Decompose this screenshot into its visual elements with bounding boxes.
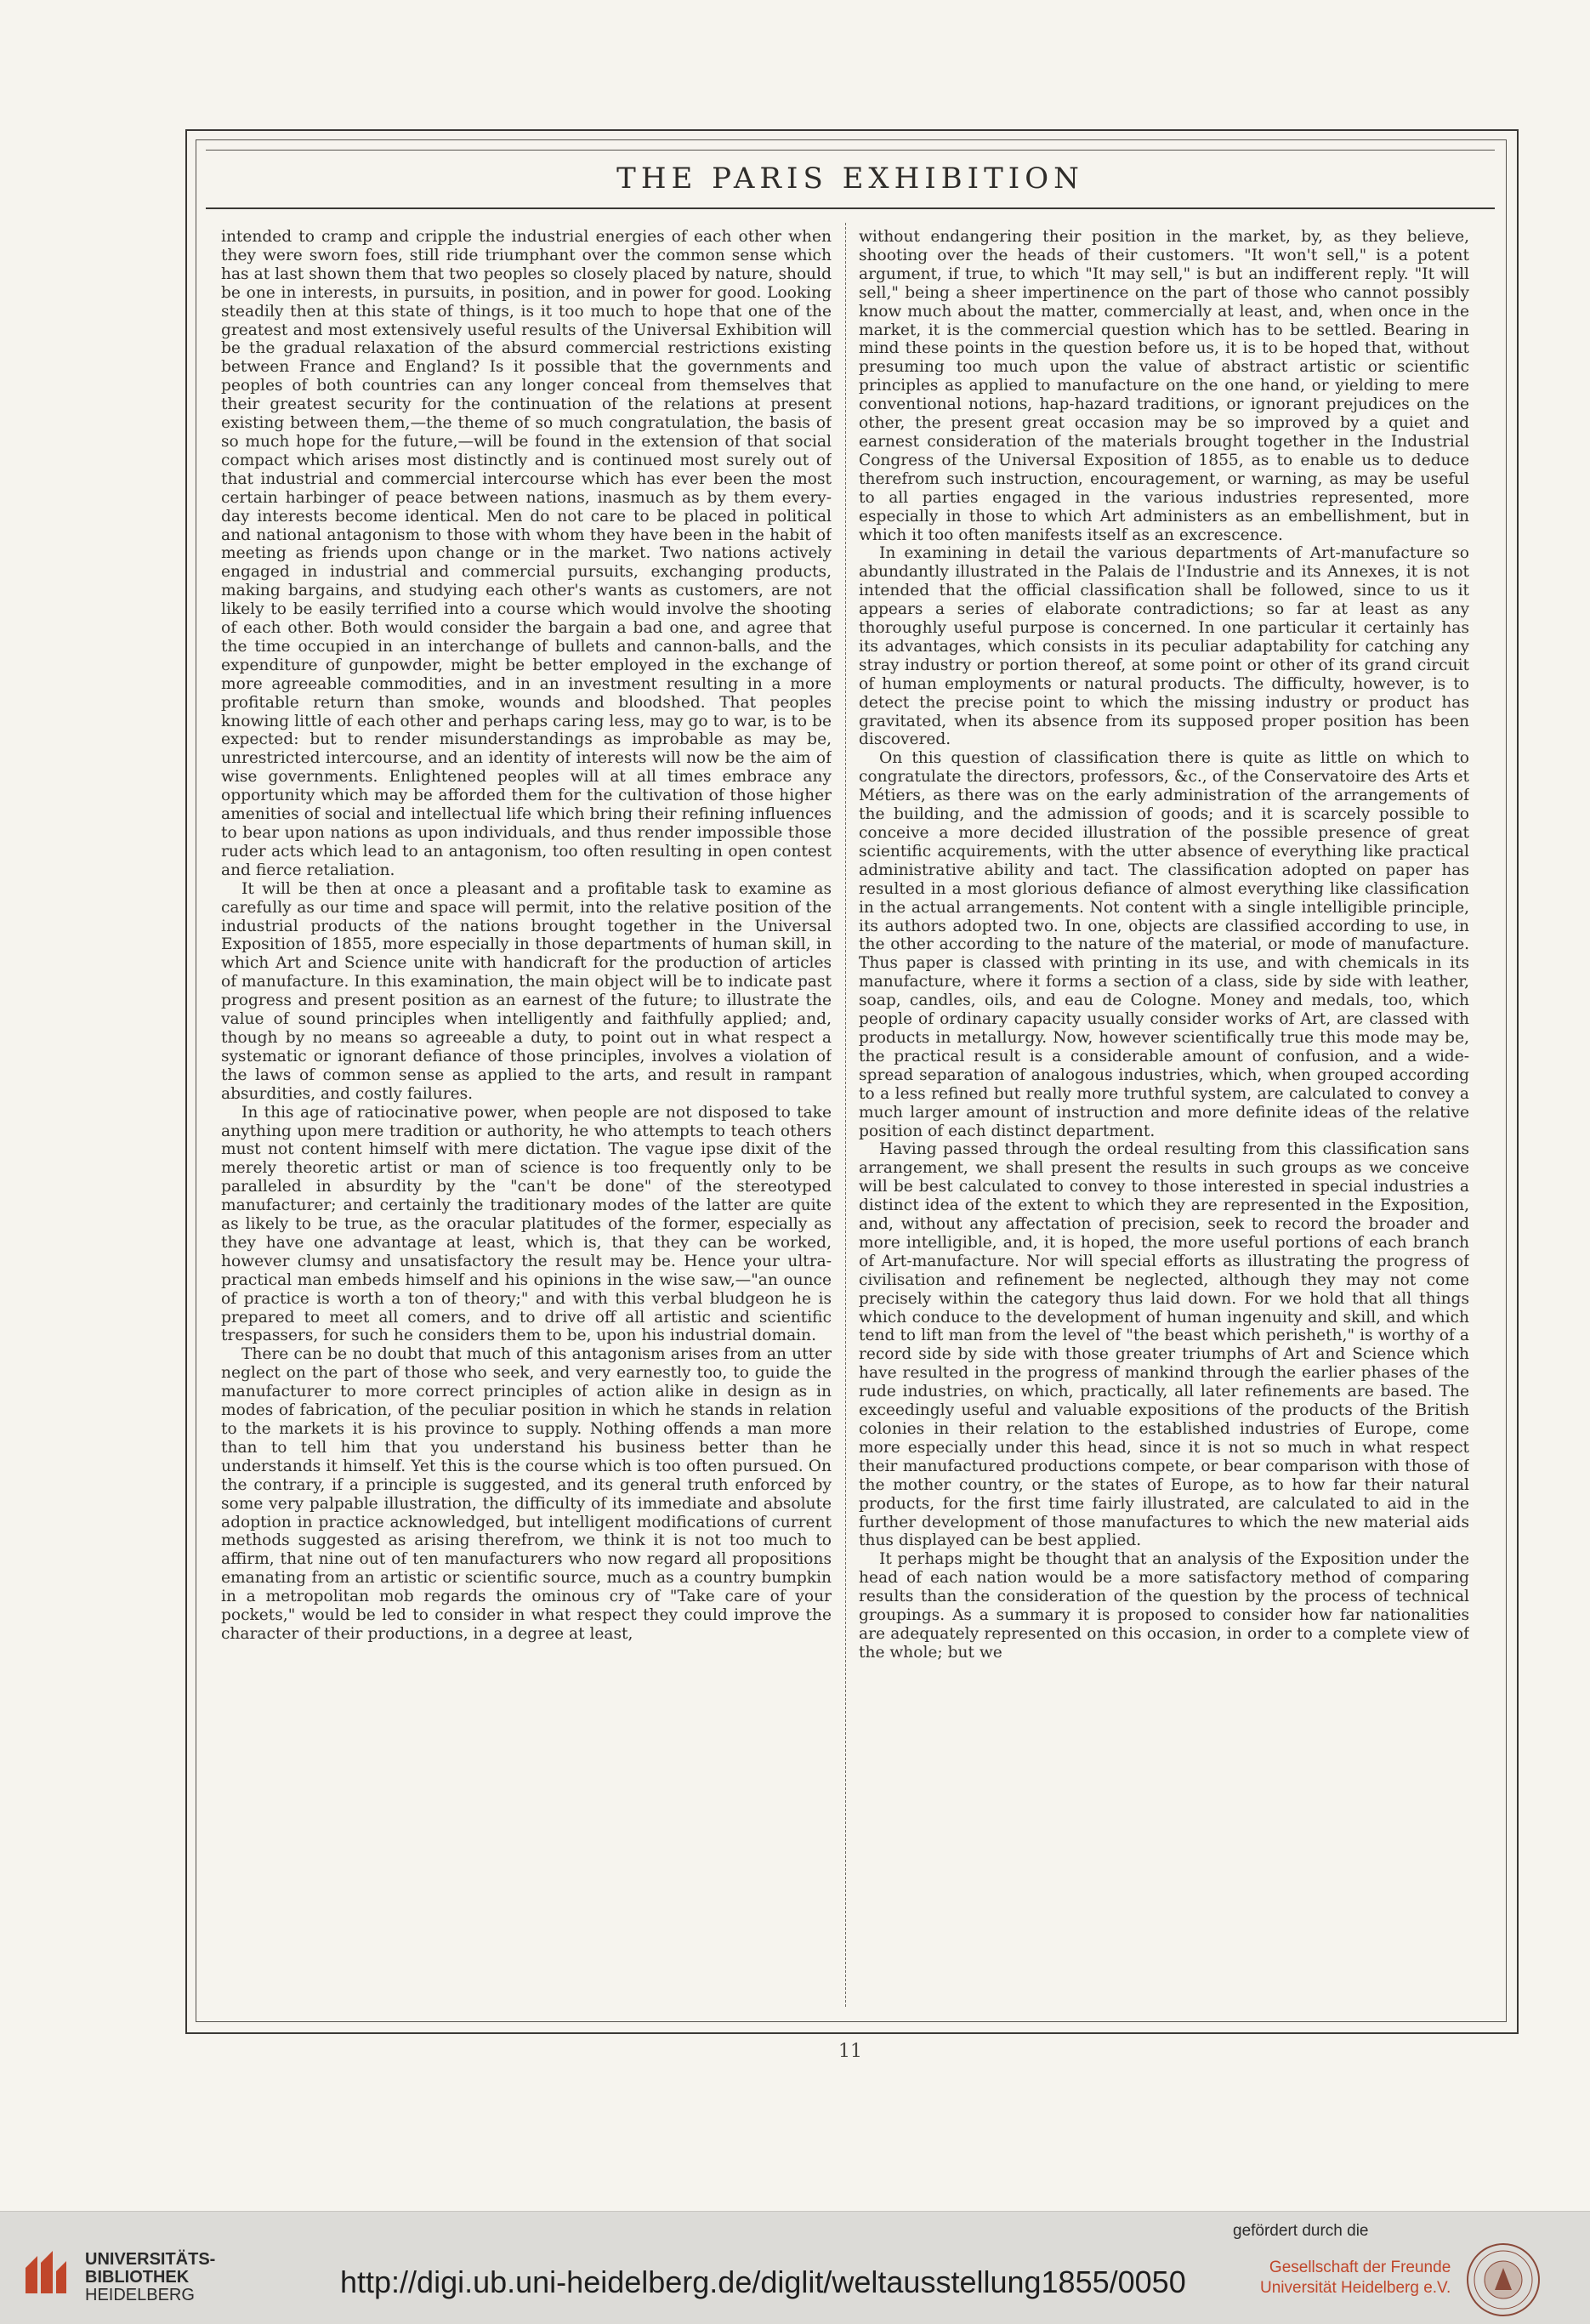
library-name-line: HEIDELBERG	[85, 2286, 195, 2304]
title-rule	[206, 207, 1495, 209]
page-number: 11	[838, 2041, 862, 2062]
permalink-url[interactable]: http://digi.ub.uni-heidelberg.de/diglit/weltausstellung1855/0050	[340, 2264, 1186, 2299]
column-divider	[845, 223, 846, 2007]
left-column	[221, 228, 832, 1997]
footer-bar	[0, 2211, 1590, 2324]
funded-by-label: gefördert durch die	[1233, 2222, 1369, 2240]
paragraph: In this age of ratiocinative power, when people are not disposed to take anything upon mere tradition or authority, he who attempts to teach others must not content himself with mere dictation. The vague ipse dixit of the merely theoretic artist or man of science is too frequently only to be paralleled in absurdity by the "can't be done" of the stereotyped manufacturer; and certainly the traditionary modes of the latter are quite as likely to be true, as the oracular platitudes of the former, especially as they have one advantage at least, which is, that they can be worked, however clumsy and unsatisfactory the result may be. Hence your ultra-practical man embeds himself and his opinions in the wise saw,—"an ounce of practice is worth a ton of theory;" and with this verbal bludgeon he is prepared to meet all comers, and to drive off all artistic and scientific trespassers, for such he considers them to be, upon his industrial domain.	[221, 1103, 832, 1345]
page-title: THE PARIS EXHIBITION	[616, 162, 1084, 196]
paragraph: There can be no doubt that much of this antagonism arises from an utter neglect on the part of those who seek, and very earnestly too, to guide the manufacturer to more correct principles of action alike in design as in modes of fabrication, of the peculiar position in which he stands in relation to the markets it is his province to supply. Nothing offends a man more than to tell him that you understand his business better than he understands it himself. Yet this is the course which is too often pursued. On the contrary, if a principle is suggested, and its general truth enforced by some very palpable illustration, the difficulty of its immediate and absolute adoption in practice acknowledged, but intelligent modifications of current methods suggested as arising therefrom, we think it is not too much to affirm, that nine out of ten manufacturers who now regard all propositions emanating from an artistic or scientific source, much as a country bumpkin in a metropolitan mob regards the ominous cry of "Take care of your pockets," would be led to consider in what respect they could improve the character of their productions, in a degree at least,	[221, 1345, 832, 1643]
paragraph: without endangering their position in the market, by, as they believe, shooting over the heads of their customers. "It won't sell," is a potent argument, if true, to which "It may sell," is but an indifferent reply. "It will sell," being a sheer impertinence on the part of those who cannot possibly know much about the matter, commercially at least, and, when once in the market, it is the commercial question which has to be settled. Bearing in mind these points in the question before us, it is to be hoped that, without presuming too much upon the value of abstract artistic or scientific principles as applied to manufacture on the one hand, or yielding to mere conventional notions, hap-hazard traditions, or ignorant prejudices on the other, the present great occasion may be so improved by a quiet and earnest consideration of the materials brought together in the Industrial Congress of the Universal Exposition of 1855, as to enable us to deduce therefrom such instruction, encouragement, or warning, as may be useful to all parties engaged in the various industries represented, more especially in those to which Art administers as an embellishment, but in which it too often manifests itself as an excrescence.	[859, 228, 1469, 544]
paragraph: In examining in detail the various departments of Art-manufacture so abundantly illustrated in the Palais de l'Industrie and its Annexes, it is not intended that the official classification shall be followed, since to us it appears a series of elaborate contradictions; so far at least as any thoroughly useful purpose is concerned. In one particular it certainly has its advantages, which consists in its peculiar adaptability for catching any stray industry or portion thereof, at some point or other of its grand circuit of human employments or natural products. The difficulty, however, is to detect the precise point to which the missing industry or product has gravitated, when its absence from its supposed proper position has been discovered.	[859, 544, 1469, 749]
sponsor-name[interactable]	[1260, 2258, 1451, 2298]
university-seal-icon	[1466, 2242, 1541, 2317]
sponsor-name-line: Gesellschaft der Freunde	[1269, 2259, 1451, 2276]
paragraph: It perhaps might be thought that an analysis of the Exposition under the head of each nation would be a more satisfactory method of comparing results than the consideration of the question by the process of technical groupings. As a summary it is proposed to consider how far nationalities are adequately represented on this occasion, in order to a complete view of the whole; but we	[859, 1550, 1469, 1662]
library-name-line: BIBLIOTHEK	[85, 2268, 190, 2287]
paragraph: It will be then at once a pleasant and a profitable task to examine as carefully as our time and space will permit, into the relative position of the industrial products of the nations brought together in the Universal Exposition of 1855, more especially in those departments of human skill, in which Art and Science unite with handicraft for the production of articles of manufacture. In this examination, the main object will be to indicate past progress and present position as an earnest of the future; to illustrate the value of sound principles when intelligently and faithfully applied; and, though by no means so agreeable a duty, to point out in what respect a systematic or ignorant defiance of those principles, involves a violation of the laws of common sense as applied to the arts, and result in rampant absurdities, and costly failures.	[221, 879, 832, 1103]
library-logo-icon[interactable]	[22, 2249, 70, 2297]
sponsor-name-line: Universität Heidelberg e.V.	[1260, 2279, 1451, 2297]
paragraph: On this question of classification there is quite as little on which to congratulate the directors, professors, &c., of the Conservatoire des Arts et Métiers, as there was on the early administration of the arrangements of the building, and the admission of goods; and it is scarcely possible to conceive a more decided illustration of the possible presence of great scientific acquirements, with the utter absence of everything like practical administrative ability and tact. The classification adopted on paper has resulted in a most glorious defiance of almost everything like classification in the actual arrangements. Not content with a single intelligible principle, its authors adopted two. In one, objects are classified according to use, in the other according to the nature of the material, or mode of manufacture. Thus paper is classed with printing in its use, and with chemicals in its manufacture, where it forms a section of a class, side by side with leather, soap, candles, oils, and eau de Cologne. Money and medals, too, which people of ordinary capacity usually consider works of Art, are classed with products in metallurgy. Now, however scientifically true this mode may be, the practical result is a considerable amount of confusion, and a wide-spread separation of analogous industries, which, when grouped according to a less refined but really more truthful system, are calculated to convey a much larger amount of instruction and more definite ideas of the relative position of each distinct department.	[859, 749, 1469, 1140]
library-name[interactable]	[85, 2251, 215, 2304]
paragraph: intended to cramp and cripple the industrial energies of each other when they were sworn foes, still ride triumphant over the common sense which has at last shown them that two peoples so closely placed by nature, should be one in interests, in pursuits, in position, and in power for good. Looking steadily then at this state of things, is it too much to hope that one of the greatest and most extensively useful results of the Universal Exhibition will be the gradual relaxation of the absurd commercial restrictions existing between France and England? Is it possible that the governments and peoples of both countries can any longer conceal from themselves that their greatest security for the continuation of the relations at present existing between them,—the theme of so much congratulation, the basis of so much hope for the future,—will be found in the extension of that social compact which arises most distinctly and is continued most surely out of that industrial and commercial intercourse which has ever been the most certain harbinger of peace between nations, inasmuch as by them every-day interests become identical. Men do not care to be placed in political and national antagonism to those with whom they have been in the habit of meeting as friends upon change or in the market. Two nations actively engaged in industrial and commercial pursuits, exchanging products, making bargains, and studying each other's wants as customers, are not likely to be easily terrified into a course which would involve the shooting of each other. Both would consider the bargain a bad one, and agree that the time occupied in an interchange of bullets and cannon-balls, and the expenditure of gunpowder, might be better employed in the exchange of more agreeable commodities, and in an investment resulting in a more profitable return than smoke, wounds and bloodshed. That peoples knowing little of each other and perhaps caring less, may go to war, is to be expected: but to render misunderstandings as improbable as may be, unrestricted intercourse, and an identity of interests will now be the aim of wise governments. Enlightened peoples will at all times embrace any opportunity which may be afforded them for the cultivation of those higher amenities of social and intellectual life which bring their refining influences to bear upon nations as upon individuals, and thus render impossible those ruder acts which lead to an antagonism, too often resulting in open contest and fierce retaliation.	[221, 228, 832, 879]
paragraph: Having passed through the ordeal resulting from this classification sans arrangement, we shall present the results in such groups as we conceive will be best calculated to convey to those interested in special industries a distinct idea of the extent to which they are represented in the Exposition, and, without any affectation of precision, seek to record the broader and more intelligible, and, it is hoped, the more useful portions of each branch of Art-manufacture. Nor will special efforts as illustrating the progress of civilisation and refinement be neglected, although they may not come precisely within the category thus laid down. For we hold that all things which conduce to the development of human ingenuity and skill, and which tend to lift man from the level of "the beast which perisheth," is worthy of a record side by side with those greater triumphs of Art and Science which have resulted in the progress of mankind through the earlier phases of the rude industries, on which, practically, all later refinements are based. The exceedingly useful and valuable expositions of the products of the British colonies in their relation to the established industries of Europe, come more especially under this head, since it is not so much in what respect their manufactured productions compete, or bear comparison with those of the mother country, or the states of Europe, as to how far their natural products, for the first time fairly illustrated, are calculated to aid in the further development of those manufactures to which the new material aids thus displayed can be best applied.	[859, 1140, 1469, 1550]
library-name-line: UNIVERSITÄTS-	[85, 2250, 216, 2269]
title-rule-top	[206, 150, 1495, 151]
right-column	[859, 228, 1469, 1997]
